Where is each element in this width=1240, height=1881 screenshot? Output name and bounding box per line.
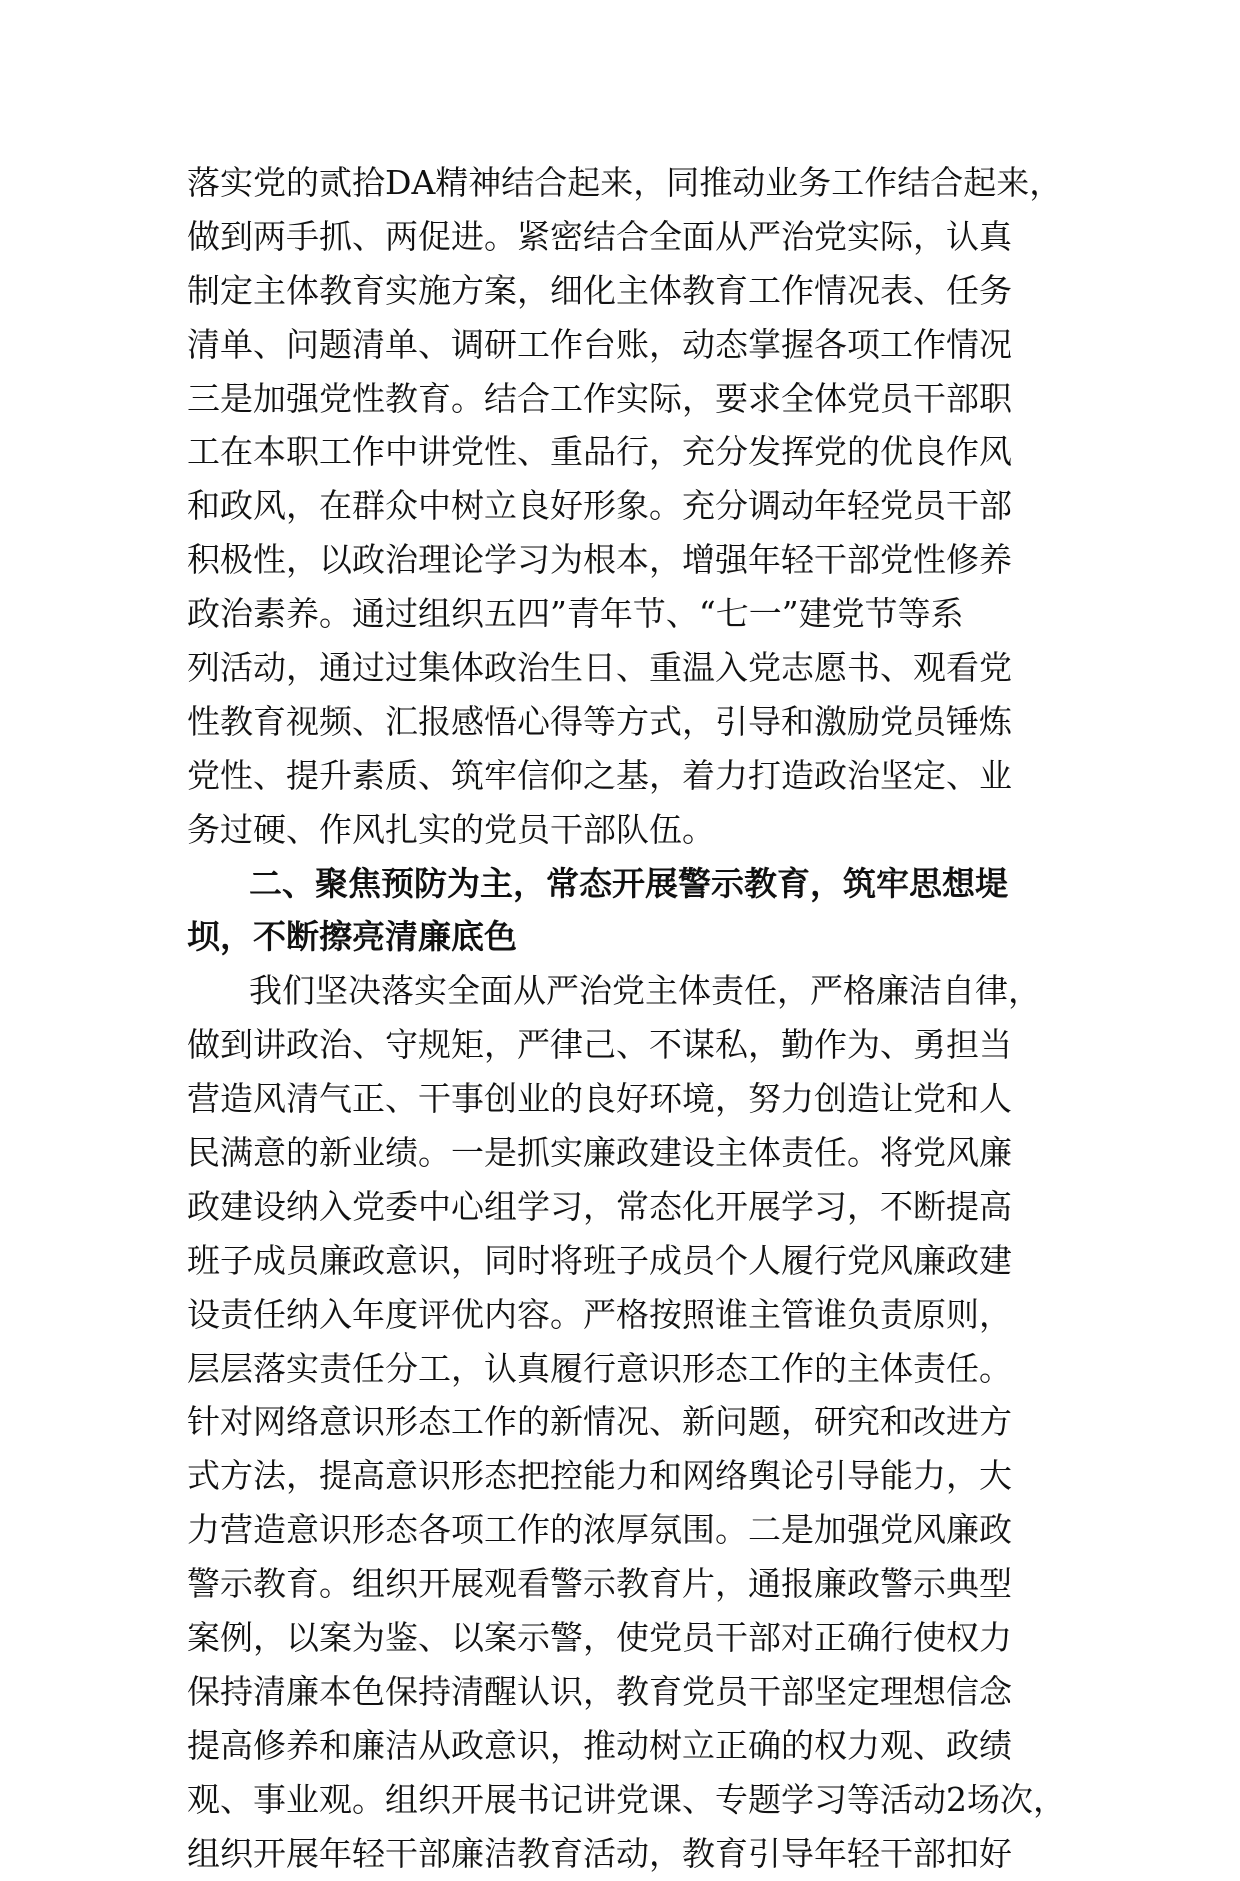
document-body xyxy=(187,156,1087,1881)
paragraph-line: 营造风清气正、干事创业的良好环境，努力创造让党和人 xyxy=(187,1079,1012,1119)
section-heading-line: 坝，不断擦亮清廉底色 xyxy=(187,917,517,957)
paragraph-line: 民满意的新业绩。一是抓实廉政建设主体责任。将党风廉 xyxy=(187,1133,1012,1173)
paragraph-line: 我们坚决落实全面从严治党主体责任，严格廉洁自律， xyxy=(249,971,1041,1011)
paragraph-line: 政建设纳入党委中心组学习，常态化开展学习，不断提高 xyxy=(187,1186,1012,1226)
paragraph-line: 落实党的贰拾DA精神结合起来，同推动业务工作结合起来， xyxy=(187,163,1063,202)
paragraph-line: 式方法，提高意识形态把控能力和网络舆论引导能力，大 xyxy=(187,1456,1012,1496)
paragraph-line: 列活动，通过过集体政治生日、重温入党志愿书、观看党 xyxy=(187,648,1012,688)
paragraph-line: 力营造意识形态各项工作的浓厚氛围。二是加强党风廉政 xyxy=(187,1510,1012,1550)
paragraph-line: 班子成员廉政意识，同时将班子成员个人履行党风廉政建 xyxy=(187,1240,1012,1280)
paragraph-line: 针对网络意识形态工作的新情况、新问题，研究和改进方 xyxy=(187,1402,1012,1442)
paragraph-line: 保持清廉本色保持清醒认识，教育党员干部坚定理想信念 xyxy=(187,1671,1012,1711)
section-heading-line: 二、聚焦预防为主，常态开展警示教育，筑牢思想堤 xyxy=(249,863,1008,903)
paragraph-line: 性教育视频、汇报感悟心得等方式，引导和激励党员锤炼 xyxy=(187,701,1012,741)
paragraph-line: 观、事业观。组织开展书记讲党课、专题学习等活动2场次， xyxy=(187,1779,1066,1819)
paragraph-line: 组织开展年轻干部廉洁教育活动，教育引导年轻干部扣好 xyxy=(187,1833,1012,1873)
paragraph-line: 提高修养和廉洁从政意识，推动树立正确的权力观、政绩 xyxy=(187,1725,1012,1765)
paragraph-line: 设责任纳入年度评优内容。严格按照谁主管谁负责原则， xyxy=(187,1294,1012,1334)
paragraph-line: 工在本职工作中讲党性、重品行，充分发挥党的优良作风 xyxy=(187,432,1012,472)
paragraph-line: 做到讲政治、守规矩，严律己、不谋私，勤作为、勇担当 xyxy=(187,1025,1012,1065)
paragraph-line: 清单、问题清单、调研工作台账，动态掌握各项工作情况 xyxy=(187,324,1012,364)
paragraph-line: 积极性，以政治理论学习为根本，增强年轻干部党性修养 xyxy=(187,540,1012,580)
paragraph-line: 和政风，在群众中树立良好形象。充分调动年轻党员干部 xyxy=(187,486,1012,526)
paragraph-line: 党性、提升素质、筑牢信仰之基，着力打造政治坚定、业 xyxy=(187,755,1012,795)
paragraph-line: 制定主体教育实施方案，细化主体教育工作情况表、任务 xyxy=(187,270,1012,310)
paragraph-line: 警示教育。组织开展观看警示教育片，通报廉政警示典型 xyxy=(187,1564,1012,1604)
paragraph-line: 三是加强党性教育。结合工作实际，要求全体党员干部职 xyxy=(187,378,1012,418)
paragraph-line: 政治素养。通过组织五四”青年节、“七一”建党节等系 xyxy=(187,594,964,634)
paragraph-line: 务过硬、作风扎实的党员干部队伍。 xyxy=(187,809,715,849)
paragraph-line: 做到两手抓、两促进。紧密结合全面从严治党实际，认真 xyxy=(187,216,1012,256)
paragraph-line: 层层落实责任分工，认真履行意识形态工作的主体责任。 xyxy=(187,1348,1012,1388)
paragraph-line: 案例，以案为鉴、以案示警，使党员干部对正确行使权力 xyxy=(187,1618,1012,1658)
